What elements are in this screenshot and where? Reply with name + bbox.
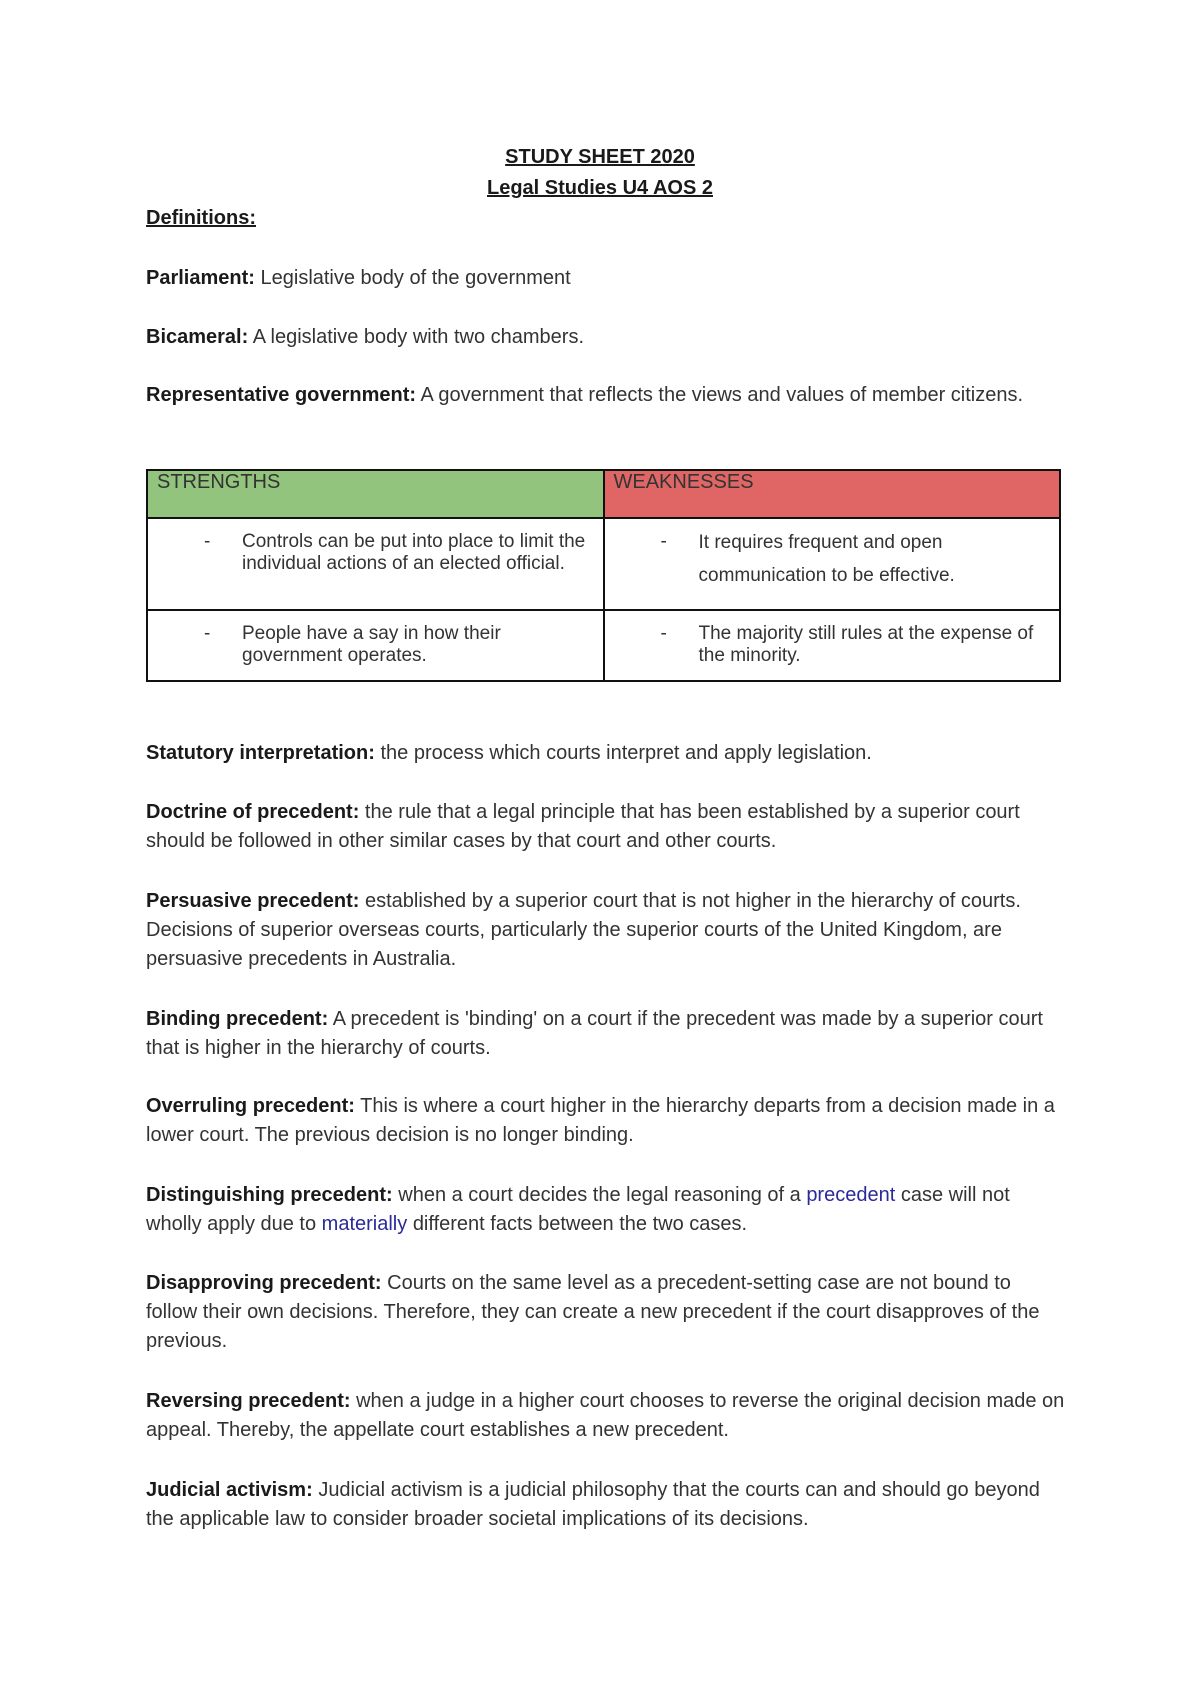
term: Judicial activism:: [146, 1479, 313, 1501]
document-title: STUDY SHEET 2020: [505, 146, 695, 168]
definitions-heading: Definitions:: [146, 207, 256, 229]
term: Statutory interpretation:: [146, 742, 375, 764]
weakness-cell: [604, 518, 1061, 610]
table-row: [147, 518, 1060, 610]
definition-parliament: [146, 264, 1066, 293]
definition-text: A government that reflects the views and values of member citizens.: [420, 384, 1024, 406]
term: Doctrine of precedent:: [146, 801, 360, 823]
definition-text: established by a superior court that is not higher in the hierarchy of courts. Decisions of superior overseas courts, particularly the superior courts of the United Kingdom, are persuasive precedents in Australia.: [146, 890, 1021, 970]
definition-text: Legislative body of the government: [260, 267, 571, 289]
document-subtitle: Legal Studies U4 AOS 2: [487, 177, 713, 199]
term: Persuasive precedent:: [146, 890, 360, 912]
term: Overruling precedent:: [146, 1095, 355, 1117]
definition-text: the process which courts interpret and apply legislation.: [380, 742, 872, 764]
weakness-text: The majority still rules at the expense of the minority.: [698, 623, 1034, 666]
definition-text: Courts on the same level as a precedent-setting case are not bound to follow their own decisions. Therefore, they can create a new precedent if the court disapproves of the previous.: [146, 1272, 1040, 1352]
definition-reversing-precedent: [146, 1387, 1066, 1445]
term: Distinguishing precedent:: [146, 1184, 393, 1206]
definition-text: when a court decides the legal reasoning of a: [398, 1184, 801, 1206]
term: Parliament:: [146, 267, 255, 289]
bullet-dash: -: [660, 623, 667, 644]
term: Representative government:: [146, 384, 417, 406]
table-header-row: [147, 470, 1060, 518]
bullet-dash: -: [204, 623, 211, 644]
definition-text: A precedent is 'binding' on a court if the precedent was made by a superior court that is higher in the hierarchy of courts.: [146, 1008, 1043, 1059]
weakness-cell: [604, 610, 1061, 681]
strength-text: Controls can be put into place to limit the individual actions of an elected official.: [242, 531, 586, 574]
definition-text: different facts between the two cases.: [412, 1213, 748, 1235]
definition-text: A legislative body with two chambers.: [252, 326, 585, 348]
definition-representative-government: [146, 381, 1066, 410]
definition-text: when a judge in a higher court chooses to reverse the original decision made on appeal. Thereby, the appellate court establishes a new precedent.: [146, 1390, 1065, 1441]
definition-text: the rule that a legal principle that has been established by a superior court should be followed in other similar cases by that court and other courts.: [146, 801, 1020, 852]
bullet-dash: -: [204, 531, 211, 552]
term: Binding precedent:: [146, 1008, 329, 1030]
strengths-header: STRENGTHS: [147, 470, 604, 518]
strength-cell: [147, 610, 604, 681]
materially-link[interactable]: materially: [321, 1213, 408, 1235]
strength-cell: [147, 518, 604, 610]
term: Bicameral:: [146, 326, 249, 348]
definition-doctrine-of-precedent: [146, 798, 1066, 856]
definition-text: case will not wholly apply due to: [146, 1184, 1010, 1235]
definition-disapproving-precedent: [146, 1269, 1066, 1356]
definition-persuasive-precedent: [146, 887, 1066, 974]
definition-text: Judicial activism is a judicial philosophy that the courts can and should go beyond the applicable law to consider broader societal implications of its decisions.: [146, 1479, 1040, 1530]
definition-overruling-precedent: [146, 1092, 1066, 1150]
definition-distinguishing-precedent: [146, 1181, 1066, 1239]
bullet-dash: -: [660, 531, 667, 552]
weaknesses-header: WEAKNESSES: [604, 470, 1061, 518]
definition-text: This is where a court higher in the hierarchy departs from a decision made in a lower court. The previous decision is no longer binding.: [146, 1095, 1055, 1146]
weakness-text: It requires frequent and open communication to be effective.: [698, 532, 955, 586]
section-heading: [146, 204, 1066, 233]
strength-text: People have a say in how their government operates.: [242, 623, 501, 666]
table-row: [147, 610, 1060, 681]
precedent-link[interactable]: precedent: [806, 1184, 896, 1206]
definition-bicameral: [146, 323, 1066, 352]
term: Disapproving precedent:: [146, 1272, 382, 1294]
definition-judicial-activism: [146, 1476, 1066, 1534]
definition-statutory-interpretation: [146, 739, 1066, 768]
term: Reversing precedent:: [146, 1390, 351, 1412]
strengths-weaknesses-table: [146, 469, 1061, 682]
definition-binding-precedent: [146, 1005, 1066, 1063]
